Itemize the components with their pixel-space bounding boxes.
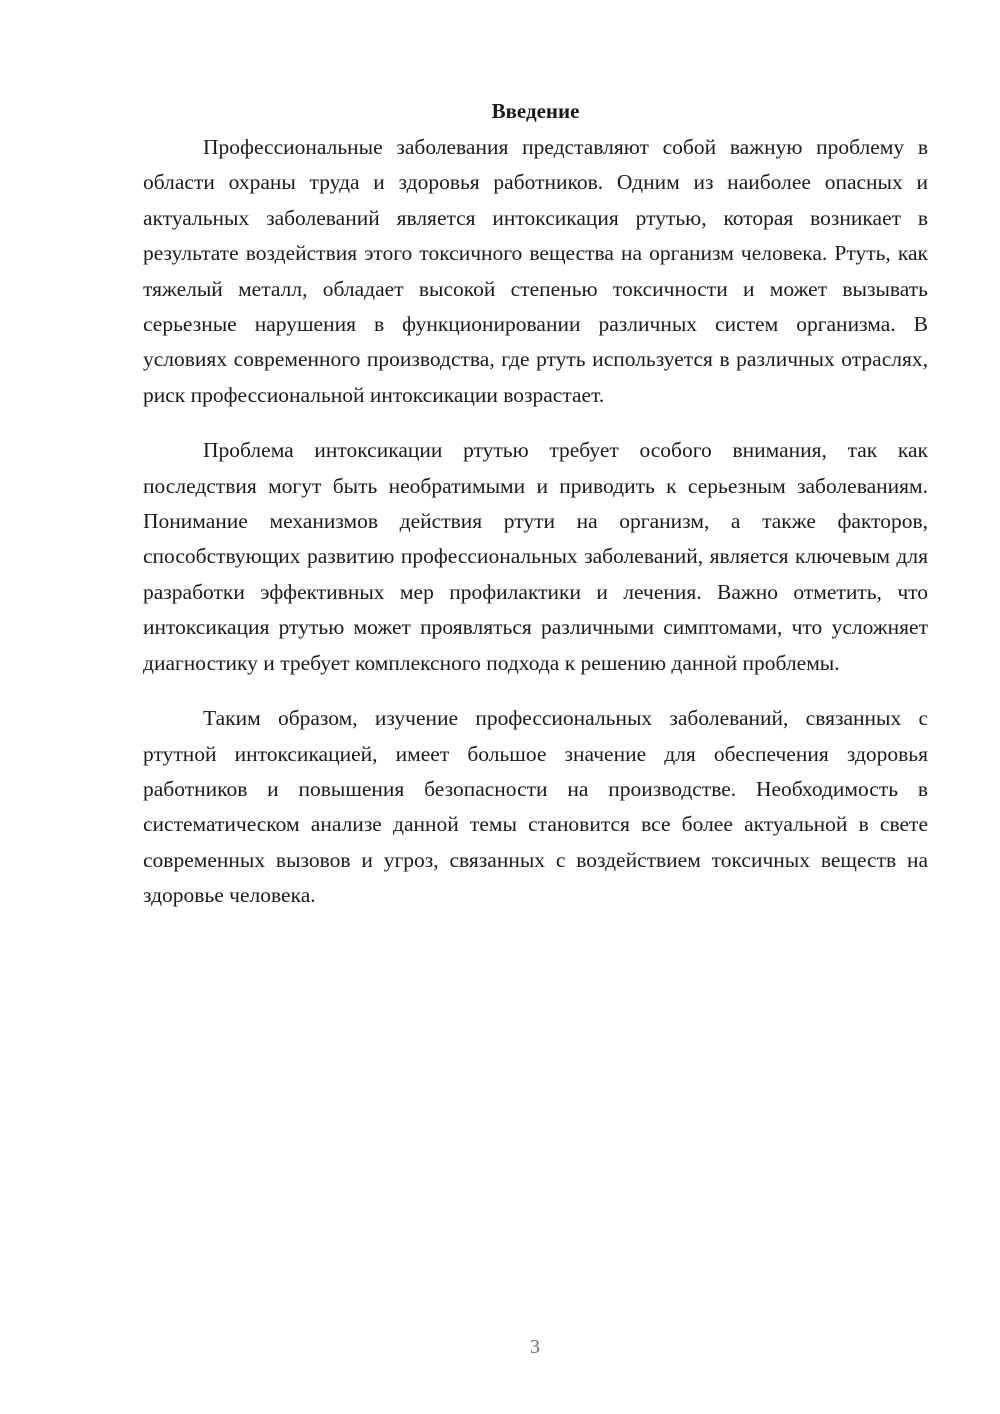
paragraph-1: Профессиональные заболевания представляют собой важную проблему в области охраны труда и здоровья работников. Одним из наиболее опасных и актуальных заболеваний является интоксикация ртутью, которая возникает в результате воздействия этого токсичного вещества на организм человека. Ртуть, как тяжелый металл, обладает высокой степенью токсичности и может вызывать серьезные нарушения в функционировании различных систем организма. В условиях современного производства, где ртуть используется в различных отраслях, риск профессиональной интоксикации возрастает. <box>143 135 928 407</box>
paragraph-3: Таким образом, изучение профессиональных заболеваний, связанных с ртутной интоксикацией, имеет большое значение для обеспечения здоровья работников и повышения безопасности на производстве. Необходимость в систематическом анализе данной темы становится все более актуальной в свете современных вызовов и угроз, связанных с воздействием токсичных веществ на здоровье человека. <box>143 706 928 908</box>
page-number: 3 <box>530 1336 540 1358</box>
section-title: Введение <box>491 99 580 123</box>
page-content <box>143 96 928 934</box>
paragraph-2: Проблема интоксикации ртутью требует особого внимания, так как последствия могут быть необратимыми и приводить к серьезным заболеваниям. Понимание механизмов действия ртути на организм, а также факторов, способствующих развитию профессиональных заболеваний, является ключевым для разработки эффективных мер профилактики и лечения. Важно отметить, что интоксикация ртутью может проявляться различными симптомами, что усложняет диагностику и требует комплексного подхода к решению данной проблемы. <box>143 438 928 675</box>
